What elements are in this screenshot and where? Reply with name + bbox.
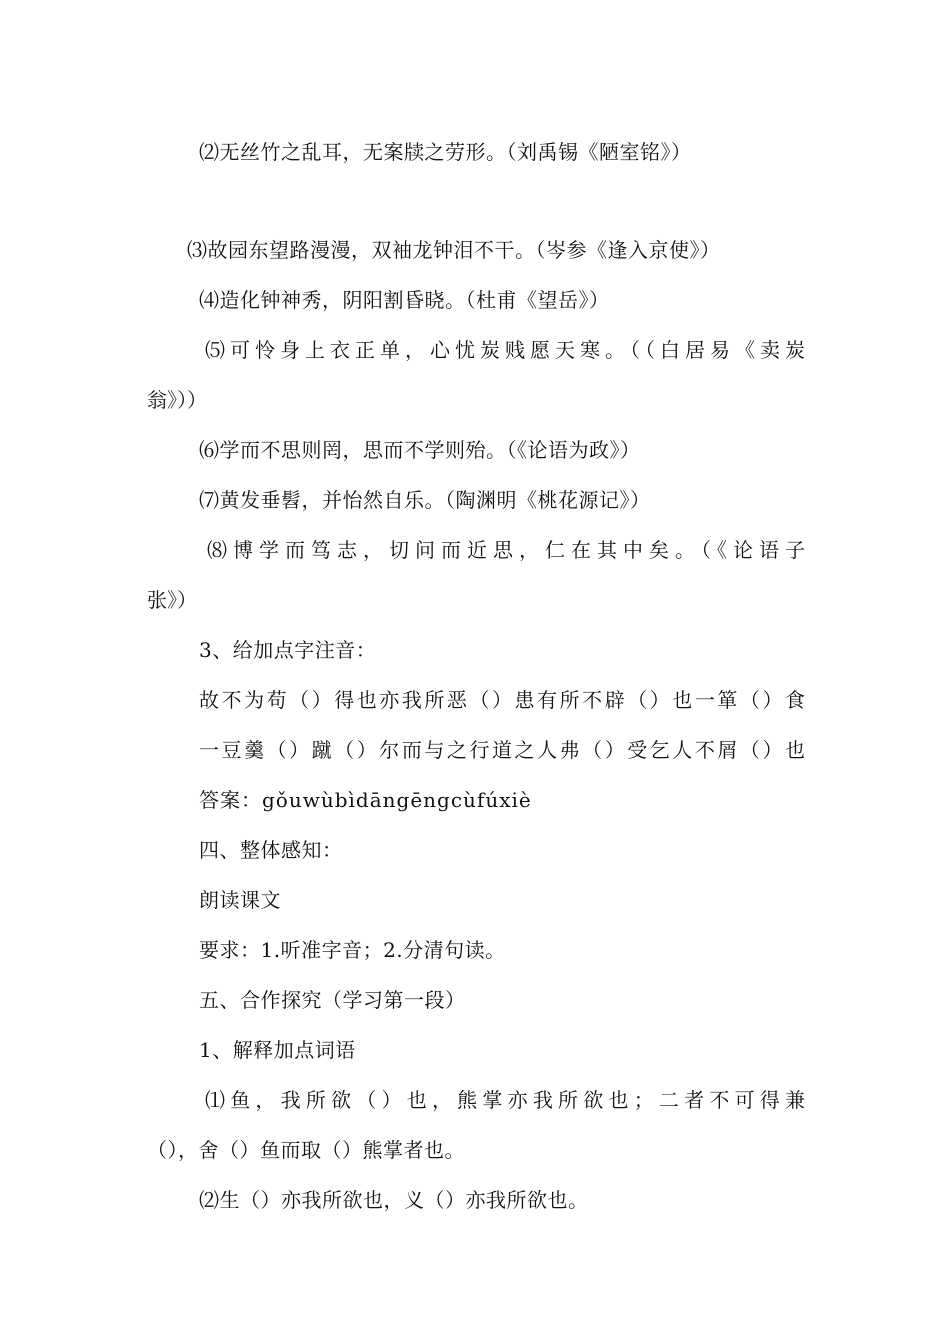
text-line: 一豆羹（）蹴（）尔而与之行道之人弗（）受乞人不屑（）也 [199, 738, 805, 762]
text-line: （），舍（）鱼而取（）熊掌者也。 [147, 1138, 465, 1162]
text-line: ⑵无丝竹之乱耳，无案牍之劳形。（刘禹锡《陋室铭》） [199, 140, 692, 164]
text-line: ⑺黄发垂髫，并怡然自乐。（陶渊明《桃花源记》） [199, 488, 651, 512]
section-heading: 五、合作探究（学习第一段） [199, 988, 466, 1012]
text-line: ⑷造化钟神秀，阴阳割昏晓。（杜甫《望岳》） [199, 288, 610, 312]
answer-line: 答案：gǒuwùbìdāngēngcùfúxiè [199, 788, 532, 812]
text-line: ⑴鱼，我所欲（）也，熊掌亦我所欲也；二者不可得兼 [205, 1088, 805, 1112]
text-line: 朗读课文 [199, 888, 281, 912]
text-line: 翁》）） [147, 388, 207, 412]
text-line: 张》） [147, 588, 197, 612]
text-line: ⑹学而不思则罔，思而不学则殆。（《论语为政》） [199, 438, 641, 462]
section-heading: 1、解释加点词语 [199, 1038, 356, 1062]
text-line: 故不为苟（）得也亦我所恶（）患有所不辟（）也一箪（）食 [199, 688, 805, 712]
text-line: ⑸可怜身上衣正单，心忧炭贱愿天寒。（（白居易《卖炭 [205, 338, 805, 362]
text-line: 要求：1.听准字音；2.分清句读。 [199, 938, 506, 962]
section-heading: 3、给加点字注音： [199, 638, 377, 662]
text-line: ⑶故园东望路漫漫，双袖龙钟泪不干。（岑参《逢入京使》） [187, 238, 721, 262]
text-line: ⑵生（）亦我所欲也，义（）亦我所欲也。 [199, 1188, 589, 1212]
section-heading: 四、整体感知： [199, 838, 343, 862]
text-line: ⑻博学而笃志，切问而近思，仁在其中矣。（《论语子 [207, 538, 805, 562]
